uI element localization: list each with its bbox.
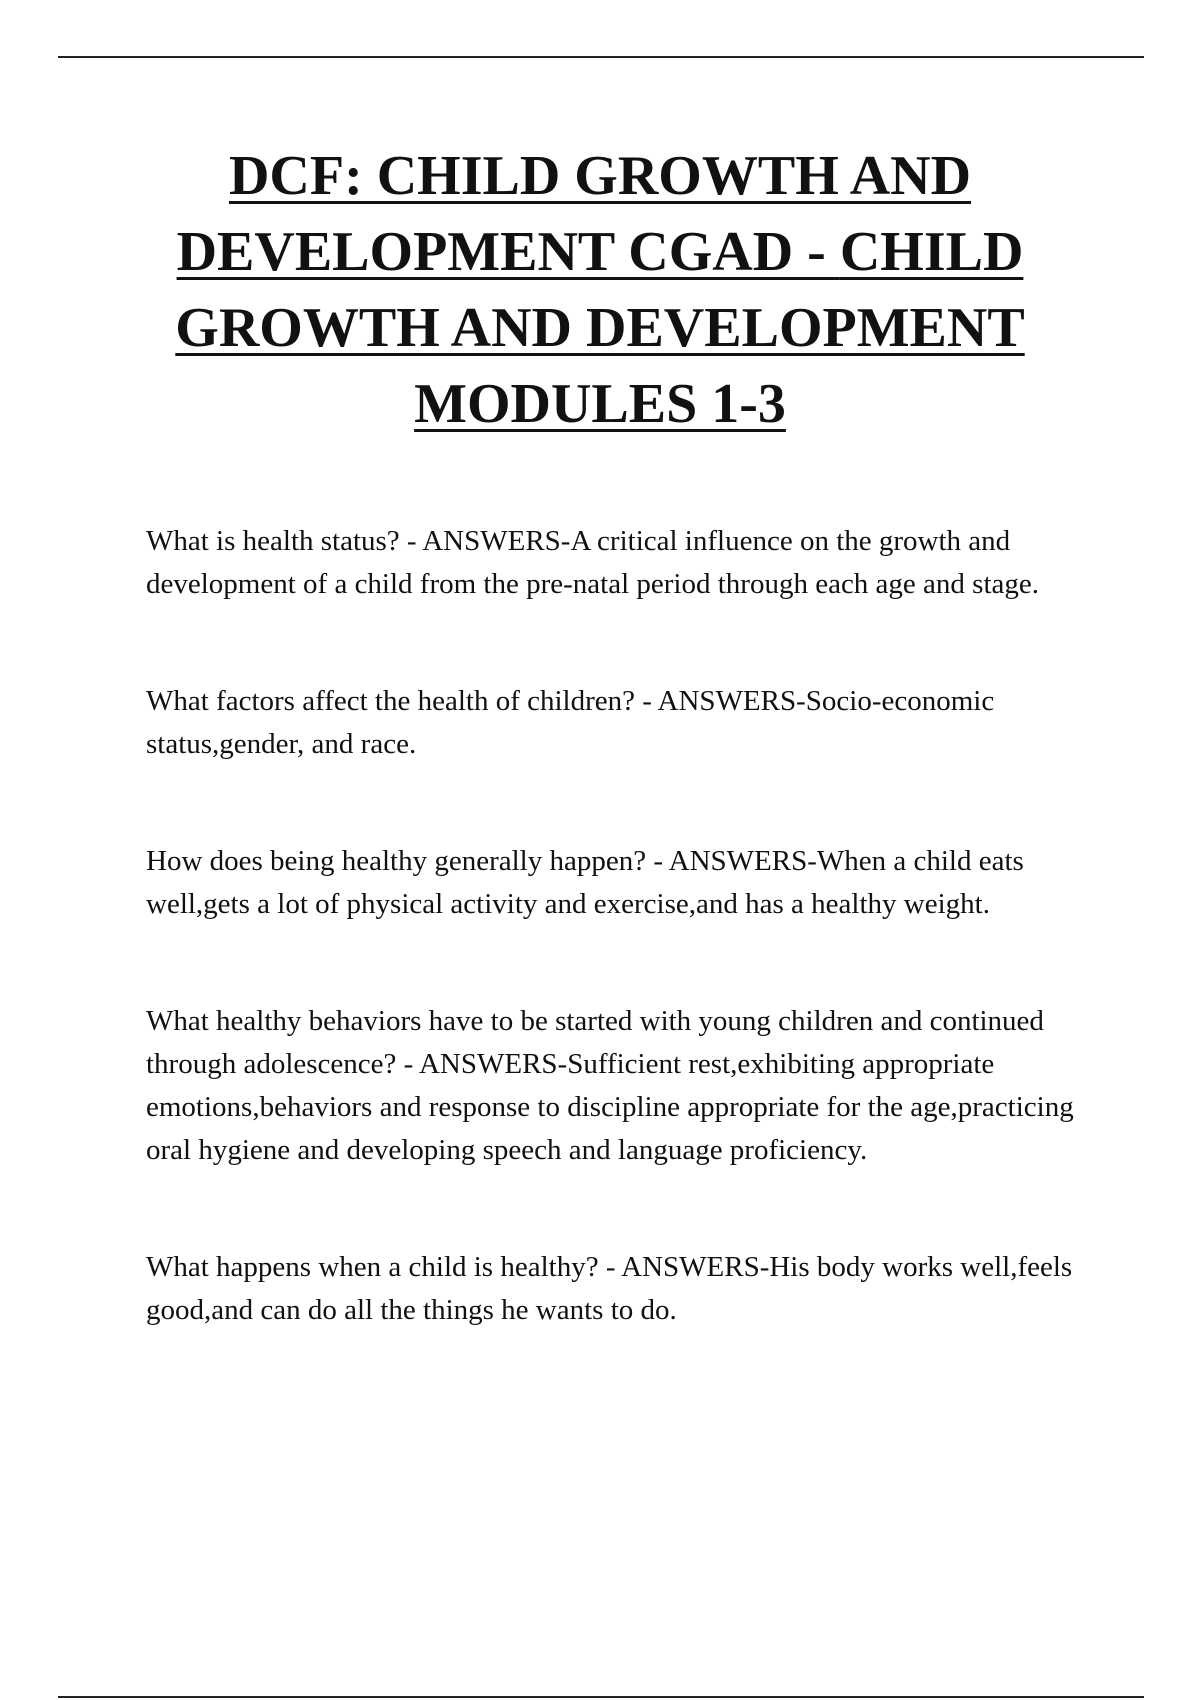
title-line (100, 214, 1100, 290)
bottom-divider (58, 1696, 1144, 1698)
top-divider (58, 56, 1144, 58)
qa-list (146, 520, 1076, 1332)
title-segment: DCF: CHILD GROWTH AND (228, 145, 972, 207)
qa-item: How does being healthy generally happen? - ANSWERS-When a child eats well,gets a lot of physical activity and exercise,and has a healthy weight. (146, 845, 1024, 920)
qa-item: What factors affect the health of children? - ANSWERS-Socio-economic status,gender, and race. (146, 685, 995, 760)
document-title (100, 138, 1100, 442)
title-line (100, 366, 1100, 442)
title-segment: MODULES 1-3 (414, 373, 786, 435)
title-line (100, 138, 1100, 214)
qa-item: What is health status? - ANSWERS-A critical influence on the growth and development of a child from the pre-natal period through each age and stage. (146, 525, 1040, 600)
qa-item: What happens when a child is healthy? - ANSWERS-His body works well,feels good,and can do all the things he wants to do. (146, 1251, 1073, 1326)
title-line (100, 290, 1100, 366)
qa-item: What healthy behaviors have to be started with young children and continued through adolescence? - ANSWERS-Sufficient rest,exhibiting appropriate emotions,behaviors and response to discipline appropriate for the age,practicing oral hygiene and developing speech and language proficiency. (146, 1005, 1074, 1166)
title-segment: DEVELOPMENT CGAD - (176, 221, 840, 283)
title-segment: GROWTH AND DEVELOPMENT (175, 297, 1025, 359)
title-segment: CHILD (839, 221, 1024, 283)
